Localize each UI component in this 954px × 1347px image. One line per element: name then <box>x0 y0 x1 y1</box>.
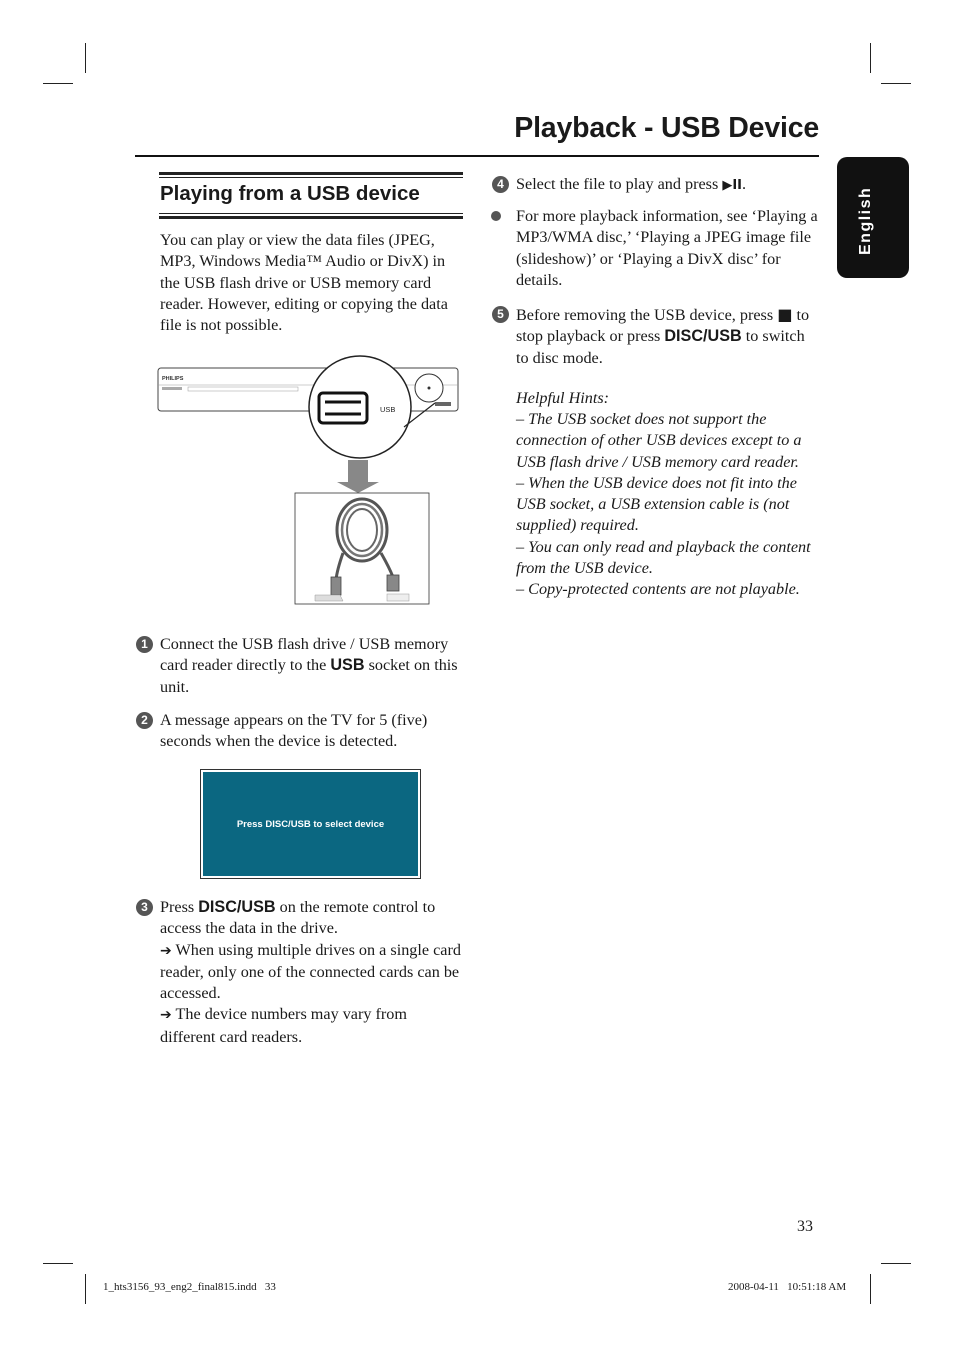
device-front-panel <box>158 368 458 411</box>
hint-item: – You can only read and playback the content from the USB device. <box>516 537 811 578</box>
tv-screen-display <box>203 772 418 876</box>
step-4-end: . <box>742 175 747 193</box>
crop-mark <box>870 43 871 73</box>
tv-screen <box>200 769 421 879</box>
footer-timestamp: 2008-04-11 10:51:18 AM <box>728 1281 847 1293</box>
step-1-text: Connect the USB flash drive / USB memory card reader directly to the <box>160 635 449 675</box>
crop-mark <box>85 1274 86 1304</box>
step-3-text: Press <box>160 898 199 916</box>
step-3 <box>160 897 465 1048</box>
hints-list <box>516 409 821 601</box>
step-5-text-end: to switch to disc mode. <box>516 327 805 367</box>
section-rule <box>159 216 463 219</box>
usb-connection-illustration <box>155 355 465 607</box>
section-rule <box>159 177 463 178</box>
step-2: A message appears on the TV for 5 (five) seconds when the device is detected. <box>160 711 428 751</box>
crop-mark <box>881 83 911 84</box>
step-1-text-end: socket on this unit. <box>160 656 458 696</box>
down-arrow-icon <box>337 460 379 493</box>
section-title: Playing from a USB device <box>160 182 420 205</box>
bullet-icon <box>491 211 501 221</box>
step-5 <box>516 304 821 369</box>
hint-item: – The USB socket does not support the connection of other USB devices except to a USB flash drive / USB memory card reader. <box>516 410 802 471</box>
usb-label: USB <box>380 405 396 414</box>
step-3-text-end: on the remote control to access the data in the drive. <box>160 898 436 938</box>
step-5-bold: DISC/USB <box>664 327 742 346</box>
step-1-bold: USB <box>330 656 365 675</box>
hint-item: – When the USB device does not fit into the USB socket, a USB extension cable is (not supplied) required. <box>516 473 797 535</box>
crop-mark <box>881 1263 911 1264</box>
usb-cable <box>295 493 429 604</box>
section-rule <box>159 172 463 175</box>
intro-paragraph: You can play or view the data files (JPEG, MP3, Windows Media™ Audio or DivX) in the USB flash drive or USB memory card reader. However, editing or copying the data file is not possible. <box>160 231 448 335</box>
step-1 <box>160 634 465 698</box>
step-5-text: Before removing the USB device, press <box>516 306 778 324</box>
step-number-1: 1 <box>136 636 153 653</box>
crop-mark <box>85 43 86 73</box>
step-5-text-mid: to stop playback or press <box>516 306 810 346</box>
step-4-text: Select the file to play and press <box>516 175 723 193</box>
step-3-bold: DISC/USB <box>198 898 276 916</box>
hint-item: – Copy-protected contents are not playable. <box>516 580 800 599</box>
step-number-3: 3 <box>136 899 153 916</box>
arrow-icon: ➔ <box>160 1007 172 1024</box>
step-3-note-1: When using multiple drives on a single card reader, only one of the connected cards can be accessed. <box>160 940 461 1003</box>
crop-mark <box>43 1263 73 1264</box>
page-title: Playback - USB Device <box>514 112 819 144</box>
language-tab-label: English <box>857 186 874 255</box>
step-number-5: 5 <box>492 306 509 323</box>
hints-title: Helpful Hints: <box>516 389 610 407</box>
step-number-2: 2 <box>136 712 153 729</box>
step-number-4: 4 <box>492 176 509 193</box>
arrow-icon: ➔ <box>160 942 172 959</box>
title-rule <box>135 155 819 157</box>
footer-filename: 1_hts3156_93_eng2_final815.indd 33 <box>103 1281 276 1293</box>
stop-icon: ■ <box>777 305 793 324</box>
play-pause-icon: ▶II <box>722 178 742 193</box>
language-tab <box>837 157 909 278</box>
tv-message: Press DISC/USB to select device <box>236 818 385 830</box>
step-4 <box>516 174 821 196</box>
step-3-note-2: The device numbers may vary from different card readers. <box>160 1005 407 1046</box>
brand-logo: PHILIPS <box>162 376 184 382</box>
crop-mark <box>43 83 73 84</box>
bullet-paragraph: For more playback information, see ‘Playing a MP3/WMA disc,’ ‘Playing a JPEG image file (slideshow)’ or ‘Playing a DivX disc’ for details. <box>516 207 818 289</box>
section-rule <box>159 213 463 214</box>
page-number: 33 <box>797 1218 813 1235</box>
crop-mark <box>870 1274 871 1304</box>
